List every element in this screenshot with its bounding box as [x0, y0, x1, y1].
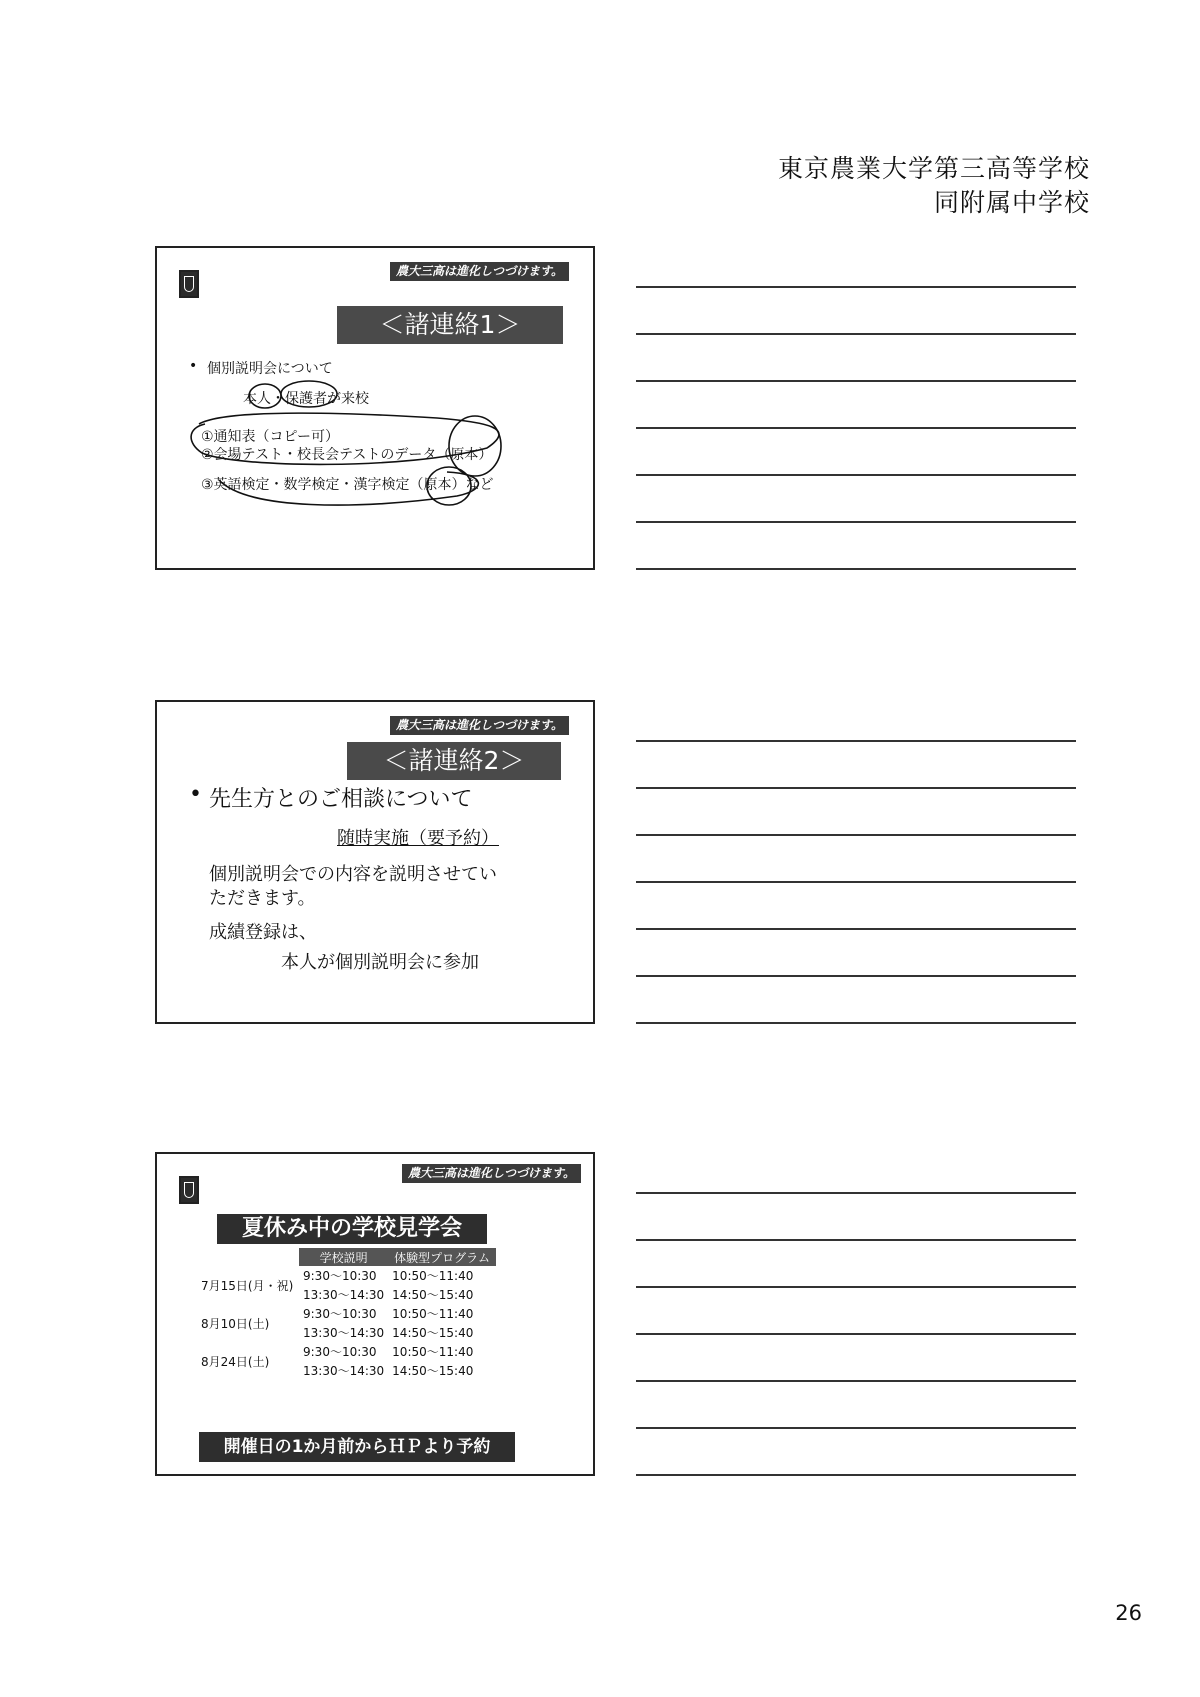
note-line — [636, 380, 1076, 382]
slide-3 — [155, 1152, 595, 1476]
time-cell: 9:30～10:30 — [303, 1307, 377, 1321]
note-lines-1 — [636, 286, 1076, 615]
note-line — [636, 521, 1076, 523]
bullet-dot: • — [189, 782, 202, 807]
text-line: 本人が個別説明会に参加 — [281, 952, 479, 973]
time-cell: 9:30～10:30 — [303, 1345, 377, 1359]
note-line — [636, 1333, 1076, 1335]
bullet-dot: • — [189, 358, 198, 374]
date-cell: 8月24日(土) — [201, 1354, 270, 1369]
slide-tagline: 農大三高は進化しつづけます。 — [390, 262, 569, 281]
time-cell: 10:50～11:40 — [392, 1345, 474, 1359]
note-line — [636, 834, 1076, 836]
note-line — [636, 881, 1076, 883]
note-line — [636, 427, 1076, 429]
note-line — [636, 333, 1076, 335]
note-line — [636, 1427, 1076, 1429]
page-number: 26 — [1115, 1601, 1142, 1625]
time-cell: 13:30～14:30 — [303, 1326, 385, 1340]
time-cell: 14:50～15:40 — [392, 1288, 474, 1302]
time-cell: 14:50～15:40 — [392, 1326, 474, 1340]
time-cell: 9:30～10:30 — [303, 1269, 377, 1283]
date-cell: 8月10日(土) — [201, 1316, 270, 1331]
text-line: ③英語検定・数学検定・漢字検定（原本）など — [201, 477, 494, 493]
column-header: 学校説明 — [299, 1248, 388, 1266]
slide-title: ＜諸連絡1＞ — [337, 306, 563, 344]
schedule-table — [197, 1248, 496, 1380]
note-line — [636, 1239, 1076, 1241]
time-cell: 13:30～14:30 — [303, 1364, 385, 1378]
note-line — [636, 286, 1076, 288]
note-line — [636, 787, 1076, 789]
slide-title: 夏休み中の学校見学会 — [217, 1214, 487, 1244]
handwritten-circles — [157, 248, 597, 572]
note-line — [636, 928, 1076, 930]
note-line — [636, 1380, 1076, 1382]
slide-title: ＜諸連絡2＞ — [347, 742, 561, 780]
table-row — [197, 1342, 496, 1361]
column-header: 体験型プログラム — [388, 1248, 496, 1266]
note-line — [636, 1192, 1076, 1194]
note-line — [636, 1474, 1076, 1476]
text-line: 本人・保護者が来校 — [243, 391, 369, 407]
time-cell: 10:50～11:40 — [392, 1269, 474, 1283]
time-cell: 10:50～11:40 — [392, 1307, 474, 1321]
school-logo-icon — [179, 1176, 199, 1204]
text-line: ②会場テスト・校長会テストのデータ（原本） — [201, 447, 493, 463]
note-line — [636, 975, 1076, 977]
note-line — [636, 740, 1076, 742]
slide-2 — [155, 700, 595, 1024]
note-line — [636, 474, 1076, 476]
text-line: 個別説明会での内容を説明させてい — [209, 864, 497, 885]
school-header — [778, 152, 1090, 220]
table-row — [197, 1266, 496, 1285]
text-line: 随時実施（要予約） — [337, 828, 499, 849]
reservation-note: 開催日の1か月前からＨＰより予約 — [199, 1432, 515, 1462]
school-name-sub: 同附属中学校 — [933, 188, 1090, 217]
text-line: ①通知表（コピー可） — [201, 429, 339, 445]
note-line — [636, 1022, 1076, 1024]
school-name: 東京農業大学第三高等学校 — [777, 154, 1090, 183]
note-line — [636, 1286, 1076, 1288]
note-lines-3 — [636, 1192, 1076, 1521]
slide-1 — [155, 246, 595, 570]
table-row — [197, 1304, 496, 1323]
date-cell: 7月15日(月・祝) — [201, 1278, 294, 1293]
bullet-text: 先生方とのご相談について — [209, 787, 473, 812]
slide-tagline: 農大三高は進化しつづけます。 — [390, 716, 569, 735]
time-cell: 14:50～15:40 — [392, 1364, 474, 1378]
note-lines-2 — [636, 740, 1076, 1069]
text-line: 成績登録は、 — [209, 922, 317, 943]
note-line — [636, 568, 1076, 570]
slide-tagline: 農大三高は進化しつづけます。 — [402, 1164, 581, 1183]
bullet-text: 個別説明会について — [207, 361, 333, 377]
text-line: ただきます。 — [209, 888, 316, 909]
time-cell: 13:30～14:30 — [303, 1288, 385, 1302]
